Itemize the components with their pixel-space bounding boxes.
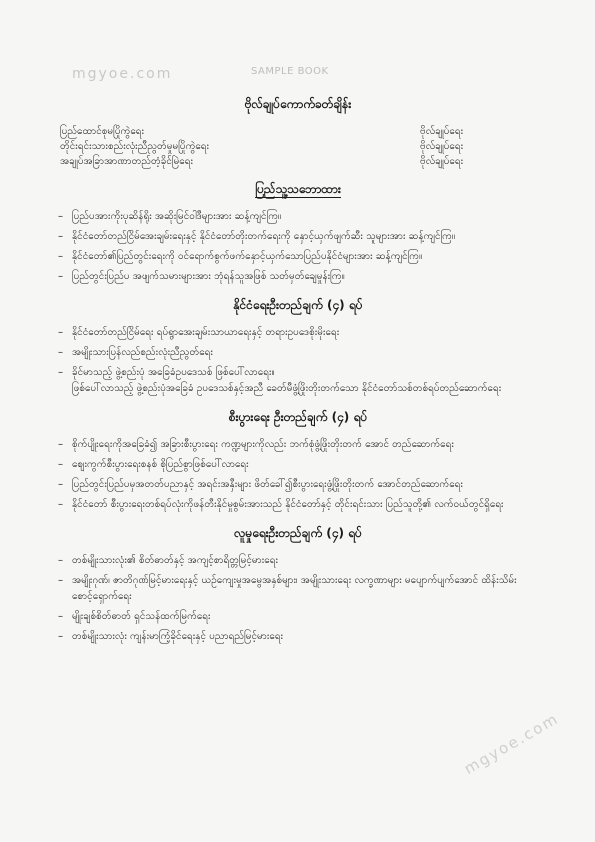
objective-text: အချုပ်အခြာအာဏာတည်တံ့ခိုင်မြဲရေး [60, 156, 194, 167]
list-item: – စိုက်ပျိုးရေးကိုအခြေခံ၍ အခြားစီးပွားရေး ကဏ္ဍများကိုလည်း ဘက်စုံဖွံ့ဖြိုးတိုးတက် အောင် တည်ဆောက်ရေး [58, 437, 538, 453]
objective-row [58, 139, 538, 154]
section-objectives [58, 96, 538, 169]
list-item: – နိုင်ငံတော်၏ပြည်တွင်းရေးကို ဝင်ရောက်စွက်ဖက်နှောင့်ယှက်သောပြည်ပနိုင်ငံများအား ဆန့်ကျင်ကြ။ [58, 249, 538, 265]
peoples-desire-list [58, 209, 538, 285]
watermark-diagonal: mgyoe.com [461, 709, 563, 778]
objective-text: တိုင်းရင်းသားစည်းလုံးညီညွတ်မှုမပြိုကွဲရေး [60, 141, 210, 152]
section-political-title: နိုင်ငံရေးဦးတည်ချက် (၄) ရပ် [233, 298, 363, 312]
objective-tag: ဗိုလ်ချုပ်ရေး [420, 126, 464, 137]
objective-tag: ဗိုလ်ချုပ်ရေး [420, 156, 464, 167]
section-social-objectives [58, 525, 538, 645]
objective-row [58, 124, 538, 139]
list-item: – ဈေးကွက်စီးပွားရေးစနစ် စိုပြည်စွာဖြစ်ပေါ်လာရေး [58, 457, 538, 473]
economic-list [58, 437, 538, 513]
objective-text: ပြည်ထောင်စုမပြိုကွဲရေး [60, 126, 145, 137]
list-item: – ပြည်တွင်းပြည်ပမှအတတ်ပညာနှင့် အရင်းအနှီးများ ဖိတ်ခေါ်၍စီးပွားရေးဖွံ့ဖြိုးတိုးတက် အောင်တည်ဆောက်ရေး [58, 477, 538, 493]
list-item [58, 345, 538, 361]
list-item: – မျိုးချစ်စိတ်ဓာတ် ရှင်သန်ထက်မြက်ရေး [58, 609, 538, 625]
document-page [58, 96, 538, 657]
list-item: – တစ်မျိုးသားလုံး ကျန်းမာကြံ့ခိုင်ရေးနှင့် ပညာရည်မြင့်မားရေး [58, 629, 538, 645]
section-peoples-desire-title [58, 181, 538, 199]
objective-row [58, 154, 538, 169]
section-peoples-desire [58, 181, 538, 285]
list-item: – ပြည်ပအားကိုးပုဆိန်ရိုး အဆိုးမြင်ဝါဒီများအား ဆန့်ကျင်ကြ။ [58, 209, 538, 225]
list-item: – တစ်မျိုးသားလုံး၏ စိတ်ဓာတ်နှင့် အကျင့်စာရိတ္တမြင့်မားရေး [58, 553, 538, 569]
list-item [58, 365, 538, 397]
list-item: – နိုင်ငံတော်တည်ငြိမ်အေးချမ်းရေးနှင့် နိုင်ငံတော်တိုးတက်ရေးကို နှောင့်ယှက်ဖျက်ဆီး သူများအား ဆန့်ကျင်ကြ။ [58, 229, 538, 245]
section-economic-objectives [58, 409, 538, 513]
political-list [58, 325, 538, 397]
list-item: – အမျိုးဂုဏ်၊ ဇာတိဂုဏ်မြင့်မားရေးနှင့် ယဉ်ကျေးမှုအမွေအနှစ်များ၊ အမျိုးသားရေး လက္ခဏာများ မပျောက်ပျက်အောင် ထိန်းသိမ်းစောင့်ရှောက်ရေး [58, 573, 538, 605]
section-political-objectives [58, 297, 538, 397]
sample-book-label: SAMPLE BOOK [251, 66, 329, 77]
list-item [58, 325, 538, 341]
section-social-title: လူမှုရေးဦးတည်ချက် (၄) ရပ် [234, 526, 362, 540]
watermark-top: mgyoe.com [72, 66, 173, 82]
list-item-text: အမျိုးသားပြန်လည်စည်းလုံးညီညွတ်ရေး [72, 347, 213, 358]
social-list [58, 553, 538, 645]
section-objectives-title: ဗိုလ်ချုပ်ကောက်ခတ်ချိန်း [244, 97, 352, 111]
list-item: – နိုင်ငံတော် စီးပွားရေးတစ်ရပ်လုံးကိုဖန်တီးနိုင်မှုစွမ်းအားသည် နိုင်ငံတော်နှင့် တိုင်းရင်းသား ပြည်သူတို့၏ လက်ဝယ်တွင်ရှိရေး [58, 497, 538, 513]
list-item-text: ခိုင်မာသည့် ဖွဲ့စည်းပုံ အခြေခံဥပဒေသစ် ဖြစ်ပေါ်လာရေး။ [72, 367, 275, 378]
list-item-continuation: ဖြစ်ပေါ်လာသည့် ဖွဲ့စည်းပုံအခြေခံ ဥပဒေသစ်နှင့်အညီ ခေတ်မီဖွံ့ဖြိုးတိုးတက်သော နိုင်ငံတော်သစ်တစ်ရပ်တည်ဆောက်ရေး [72, 383, 502, 394]
section-title-text: ပြည်သူ့သဘောထား [255, 182, 341, 196]
list-item: – ပြည်တွင်းပြည်ပ အဖျက်သမားများအား ဘုံရန်သူအဖြစ် သတ်မှတ်ချေမှုန်းကြ။ [58, 269, 538, 285]
list-item-text: နိုင်ငံတော်တည်ငြိမ်ရေး ရပ်ရွာအေးချမ်းသာယာရေးနှင့် တရားဥပဒေစိုးမိုးရေး [72, 327, 340, 338]
section-economic-title: စီးပွားရေး ဦးတည်ချက် (၄) ရပ် [228, 410, 368, 424]
objective-tag: ဗိုလ်ချုပ်ရေး [420, 141, 464, 152]
